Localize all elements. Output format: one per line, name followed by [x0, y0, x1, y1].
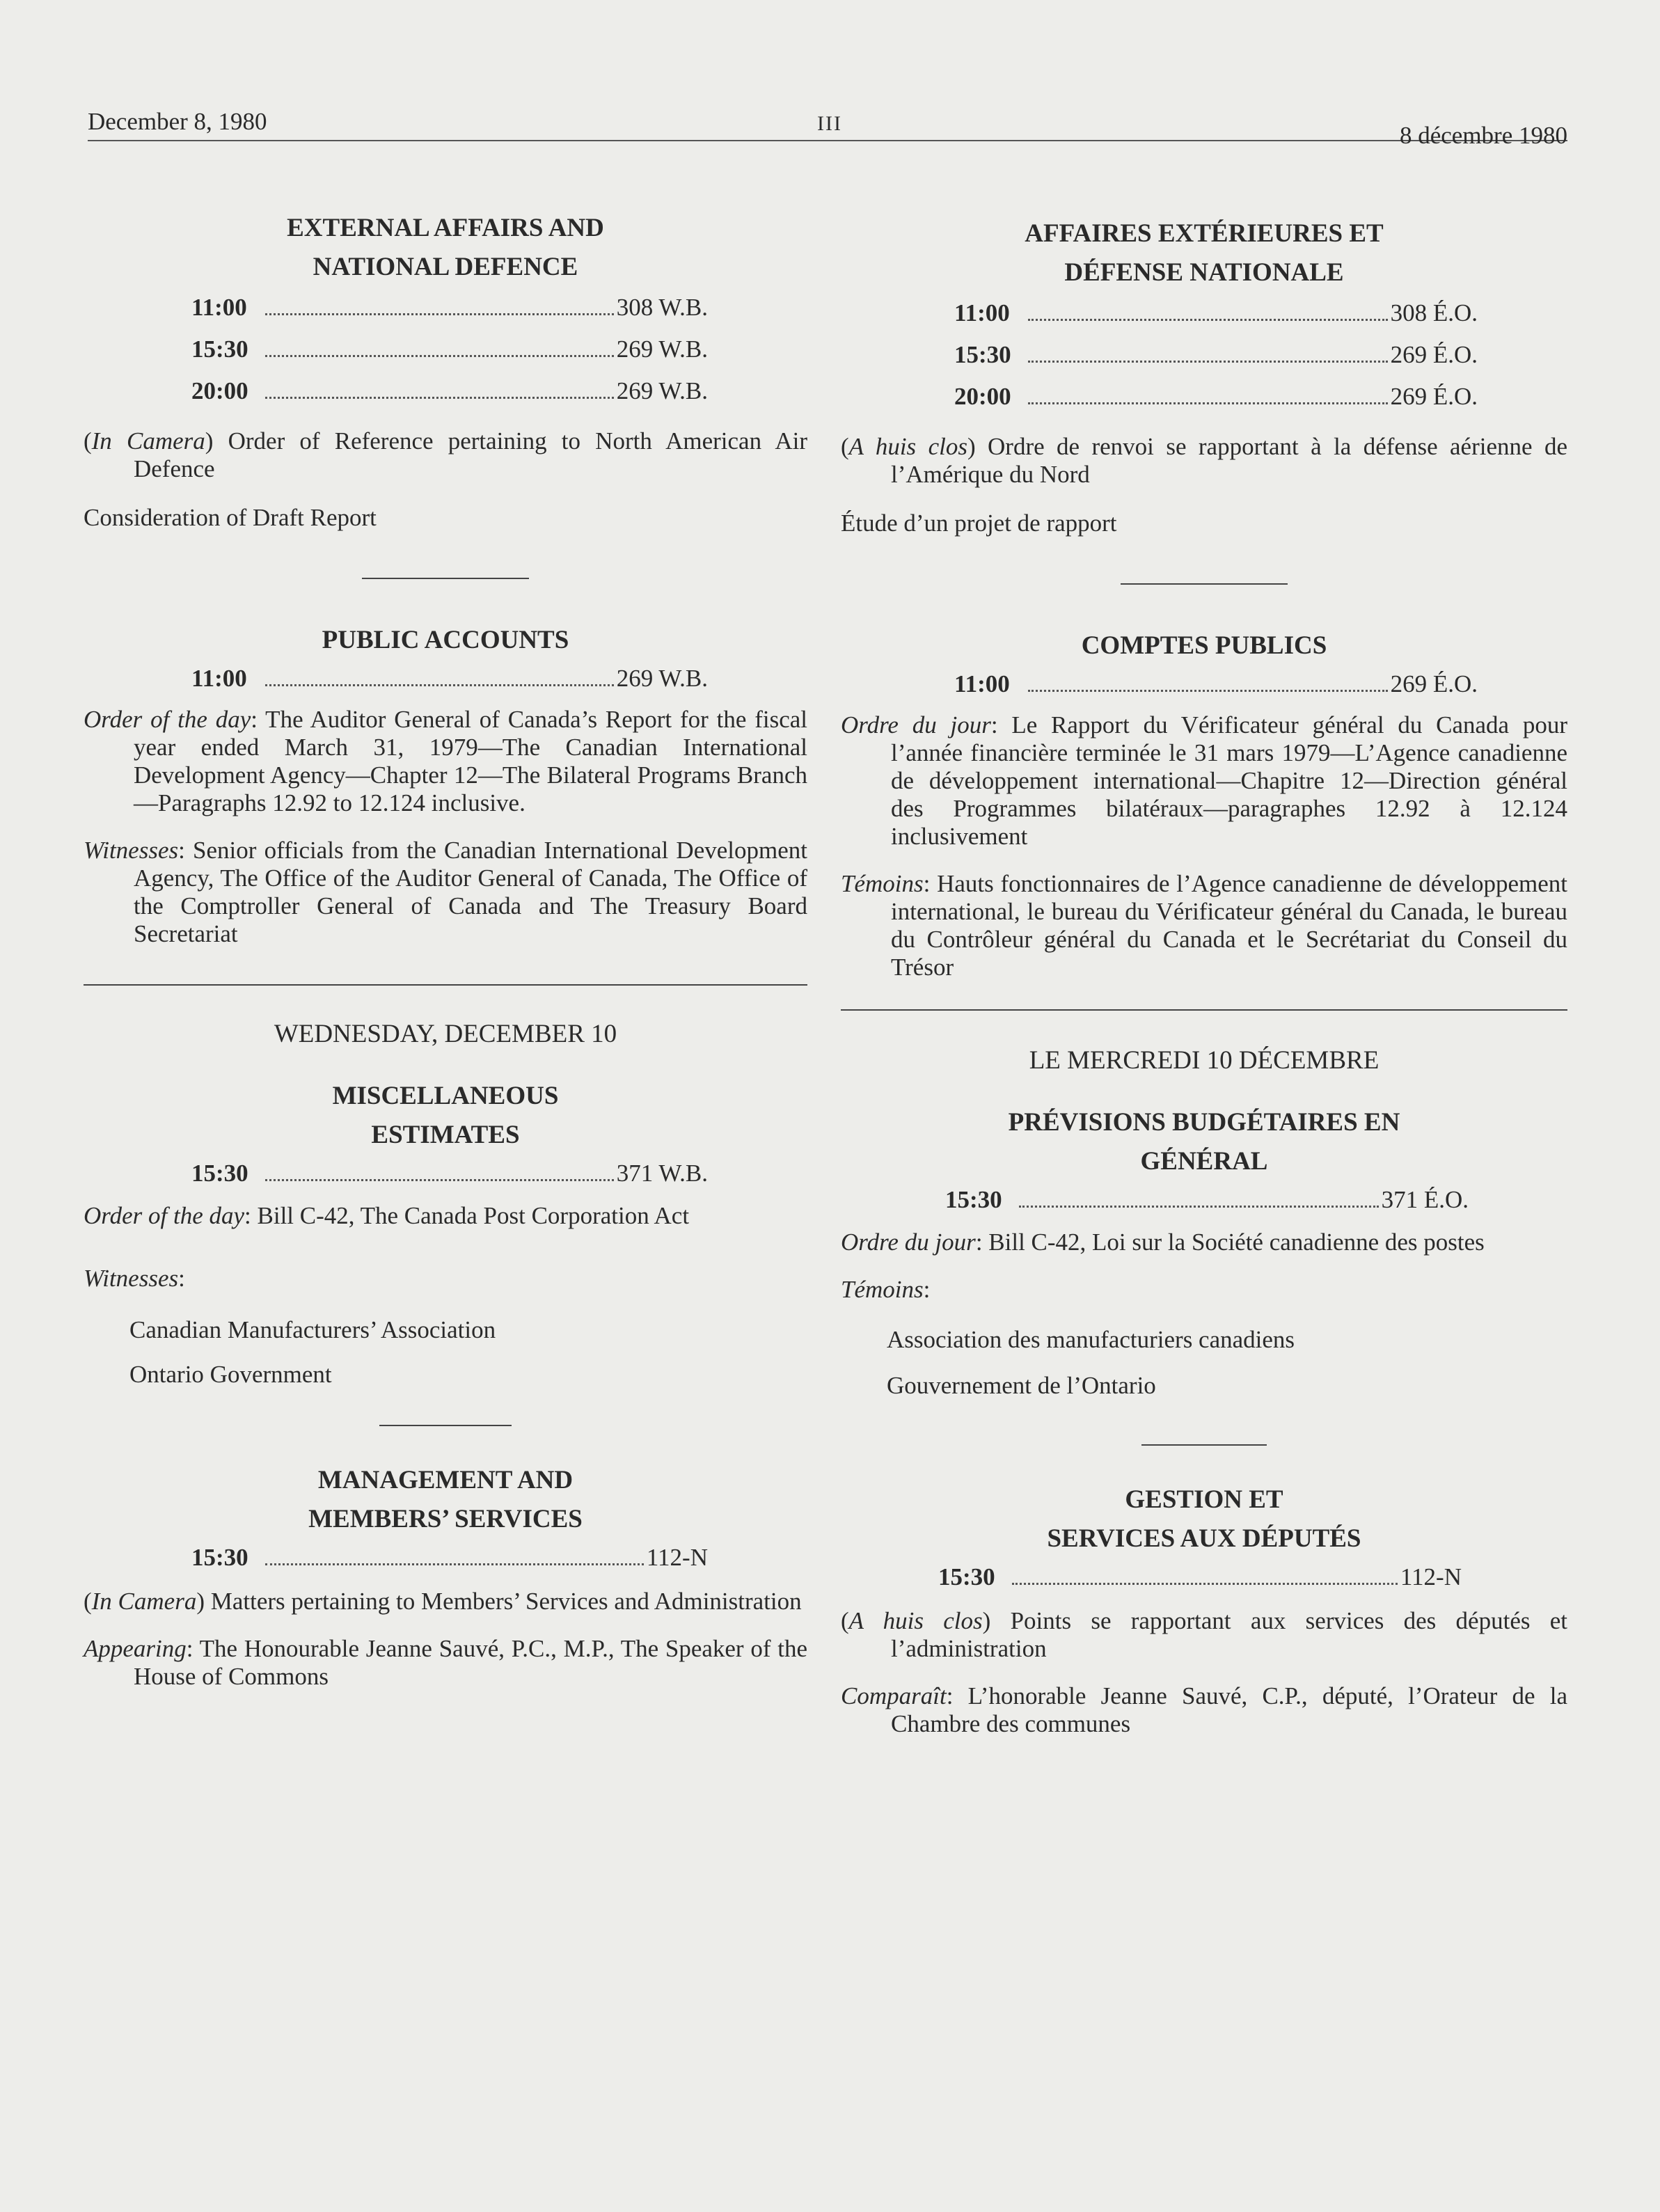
order-text: : Bill C-42, Loi sur la Société canadienne des postes	[975, 1229, 1485, 1256]
section-title: MANAGEMENT AND	[317, 1466, 574, 1494]
dot-leader	[1012, 1583, 1398, 1585]
dot-leader	[1028, 319, 1388, 321]
section-title: DÉFENSE NATIONALE	[1064, 258, 1344, 287]
sitting-time: 20:00	[191, 377, 248, 404]
sitting-room: 308 É.O.	[1390, 299, 1478, 326]
in-camera-item: (In Camera) Order of Reference pertaining to North American Air Defence	[84, 427, 807, 482]
sitting-room: 112-N	[1400, 1563, 1462, 1590]
in-camera-text: Ordre de renvoi se rapportant à la défense aérienne de l’Amérique du Nord	[891, 433, 1567, 488]
sitting-room: 269 W.B.	[616, 377, 708, 404]
section-divider	[1141, 1444, 1267, 1446]
section-title: NATIONAL DEFENCE	[313, 253, 578, 281]
dot-leader	[1028, 361, 1388, 363]
sitting-room: 269 É.O.	[1390, 670, 1478, 697]
dot-leader	[1028, 402, 1388, 404]
sitting-row	[191, 287, 708, 329]
sitting-row	[938, 1558, 1462, 1596]
witnesses-text: : Hauts fonctionnaires de l’Agence canadienne de développement international, le bureau du Vérificateur général du Canada, le bureau du Contrôleur général du Canada et le Secrétariat du Conseil du Trésor	[891, 870, 1567, 981]
dot-leader	[265, 1179, 614, 1181]
section-title: COMPTES PUBLICS	[1081, 631, 1327, 660]
sitting-room: 269 É.O.	[1390, 341, 1478, 368]
section-title: ESTIMATES	[371, 1121, 520, 1149]
order-label: Order of the day	[84, 706, 251, 733]
witnesses-label: Témoins	[841, 870, 924, 897]
in-camera-label: A huis clos	[848, 433, 967, 460]
sitting-row	[954, 665, 1478, 703]
in-camera-text: Matters pertaining to Members’ Services and Administration	[205, 1588, 802, 1615]
sitting-time: 15:30	[954, 341, 1011, 368]
sitting-time: 15:30	[191, 335, 248, 363]
order-of-the-day	[841, 711, 1567, 851]
sitting-row	[954, 376, 1478, 418]
appearing-label: Appearing	[84, 1635, 187, 1662]
sitting-row	[945, 1181, 1469, 1219]
header-date-english: December 8, 1980	[88, 108, 267, 135]
appearing-text: : The Honourable Jeanne Sauvé, P.C., M.P., The Speaker of the House of Commons	[134, 1635, 807, 1690]
agenda-note: Consideration of Draft Report	[84, 504, 377, 531]
section-title: MEMBERS’ SERVICES	[308, 1505, 583, 1533]
witness-item: Gouvernement de l’Ontario	[887, 1372, 1156, 1399]
sitting-room: 269 W.B.	[616, 665, 708, 692]
order-of-the-day	[84, 706, 807, 817]
witnesses	[84, 837, 807, 948]
day-heading: LE MERCREDI 10 DÉCEMBRE	[1029, 1046, 1380, 1075]
order-text: : Le Rapport du Vérificateur général du Canada pour l’année financière terminée le 31 mars 1979—L’Agence canadienne de développement international—Chapitre 12—Direction général des Programmes bilatéraux—paragraphes 12.92 à 12.124 inclusivement	[891, 711, 1567, 850]
witness-item: Ontario Government	[129, 1361, 332, 1388]
in-camera-label: A huis clos	[848, 1607, 983, 1634]
section-divider	[362, 578, 529, 579]
sitting-room: 308 W.B.	[616, 294, 708, 321]
section-title: GÉNÉRAL	[1140, 1147, 1268, 1176]
dot-leader	[265, 397, 614, 399]
sitting-room: 371 W.B.	[616, 1160, 708, 1187]
page-number: III	[817, 112, 842, 135]
management-section	[84, 1461, 807, 1691]
sitting-time: 11:00	[191, 665, 247, 692]
sitting-row	[954, 292, 1478, 334]
public-accounts-section	[84, 621, 807, 948]
page-header	[88, 108, 1567, 149]
header-date-french: 8 décembre 1980	[1399, 122, 1567, 149]
witness-item: Association des manufacturiers canadiens	[887, 1326, 1295, 1353]
day-heading: WEDNESDAY, DECEMBER 10	[274, 1020, 617, 1048]
section-title: PUBLIC ACCOUNTS	[322, 626, 569, 654]
section-title: SERVICES AUX DÉPUTÉS	[1047, 1524, 1361, 1553]
witnesses-label: Witnesses	[84, 837, 179, 864]
english-column	[84, 209, 807, 1691]
miscellaneous-estimates-section-fr	[841, 1103, 1567, 1400]
dot-leader	[1028, 690, 1388, 692]
in-camera-text: Points se rapportant aux services des députés et l’administration	[891, 1607, 1567, 1662]
sitting-room: 112-N	[646, 1544, 708, 1571]
sitting-time: 11:00	[954, 299, 1010, 326]
sitting-row	[191, 329, 708, 370]
french-column	[841, 214, 1567, 1738]
witnesses-label: Witnesses	[84, 1265, 179, 1292]
sitting-time: 15:30	[191, 1544, 248, 1571]
witness-item: Canadian Manufacturers’ Association	[129, 1316, 496, 1343]
order-text: : Bill C-42, The Canada Post Corporation Act	[244, 1202, 690, 1229]
dot-leader	[265, 684, 614, 686]
in-camera-label: In Camera	[91, 427, 205, 455]
section-divider	[1121, 583, 1288, 585]
in-camera-item: (A huis clos) Ordre de renvoi se rapportant à la défense aérienne de l’Amérique du Nord	[841, 433, 1567, 488]
appearing	[841, 1682, 1567, 1738]
sitting-time: 11:00	[191, 294, 247, 321]
section-title: AFFAIRES EXTÉRIEURES ET	[1025, 219, 1384, 248]
witnesses-heading	[841, 1276, 1567, 1304]
sitting-time: 15:30	[945, 1186, 1002, 1213]
appearing-text: : L’honorable Jeanne Sauvé, C.P., député, l’Orateur de la Chambre des communes	[891, 1682, 1567, 1737]
dot-leader	[265, 355, 614, 357]
in-camera-text: Order of Reference pertaining to North American Air Defence	[134, 427, 807, 482]
sitting-time: 11:00	[954, 670, 1010, 697]
section-title: PRÉVISIONS BUDGÉTAIRES EN	[1008, 1108, 1400, 1137]
dot-leader	[265, 1563, 644, 1565]
sitting-time: 20:00	[954, 383, 1011, 410]
miscellaneous-estimates-section	[84, 1077, 807, 1389]
witnesses-colon: :	[178, 1265, 185, 1292]
agenda-note: Étude d’un projet de rapport	[841, 509, 1117, 537]
sitting-row	[191, 1155, 708, 1192]
order-of-the-day	[84, 1202, 807, 1230]
external-affairs-section	[84, 209, 807, 532]
in-camera-item: (A huis clos) Points se rapportant aux services des députés et l’administration	[841, 1607, 1567, 1662]
sitting-room: 371 É.O.	[1381, 1186, 1469, 1213]
order-of-the-day	[841, 1229, 1567, 1256]
witnesses-label: Témoins	[841, 1276, 924, 1303]
witnesses-text: : Senior officials from the Canadian International Development Agency, The Office of the Auditor General of Canada, The Office of the Comptroller General of Canada and The Treasury Board Secretariat	[134, 837, 807, 947]
section-title: GESTION ET	[1125, 1485, 1283, 1514]
sitting-row	[191, 370, 708, 412]
witnesses-heading	[84, 1265, 807, 1293]
appearing-label: Comparaît	[841, 1682, 947, 1709]
order-label: Ordre du jour	[841, 1229, 976, 1256]
section-divider	[379, 1425, 512, 1426]
management-section-fr	[841, 1480, 1567, 1738]
sitting-time: 15:30	[191, 1160, 248, 1187]
appearing	[84, 1635, 807, 1691]
sitting-room: 269 É.O.	[1390, 383, 1478, 410]
order-label: Order of the day	[84, 1202, 245, 1229]
section-title: EXTERNAL AFFAIRS AND	[287, 214, 604, 242]
public-accounts-section-fr	[841, 626, 1567, 981]
dot-leader	[265, 313, 614, 315]
sitting-row	[191, 1539, 708, 1577]
day-divider	[84, 984, 807, 986]
dot-leader	[1019, 1206, 1379, 1208]
witnesses	[841, 870, 1567, 981]
witnesses-colon: :	[923, 1276, 931, 1303]
order-text: : The Auditor General of Canada’s Report for the fiscal year ended March 31, 1979—The Canadian International Development Agency—Chapter 12—The Bilateral Programs Branch—Paragraphs 12.92 to 12.124 inclusive.	[134, 706, 807, 816]
external-affairs-section-fr	[841, 214, 1567, 537]
in-camera-item: (In Camera) Matters pertaining to Members’ Services and Administration	[84, 1588, 802, 1615]
order-label: Ordre du jour	[841, 711, 991, 738]
day-divider	[841, 1009, 1567, 1011]
section-title: MISCELLANEOUS	[332, 1082, 559, 1110]
in-camera-label: In Camera	[91, 1588, 197, 1615]
sitting-row	[191, 660, 708, 697]
sitting-time: 15:30	[938, 1563, 995, 1590]
sitting-row	[954, 334, 1478, 376]
sitting-room: 269 W.B.	[616, 335, 708, 363]
